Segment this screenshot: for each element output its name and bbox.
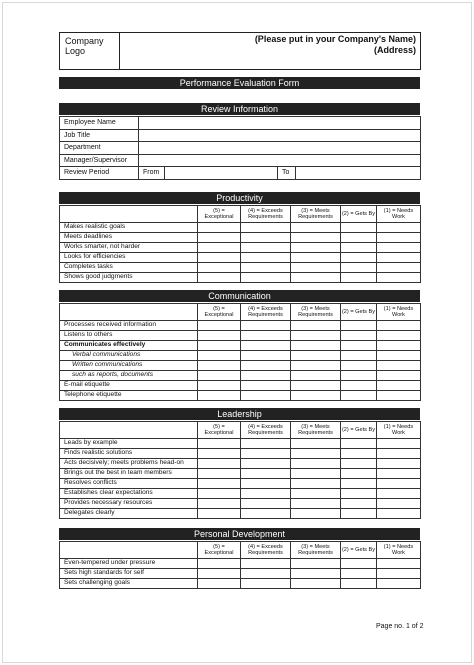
rating-cell-2[interactable] bbox=[341, 449, 377, 459]
rating-header-3: (3) = Meets Requirements bbox=[291, 542, 341, 559]
rating-header-3: (3) = Meets Requirements bbox=[291, 422, 341, 439]
review-section-title: Review Information bbox=[59, 103, 420, 115]
criteria-label: E-mail etiquette bbox=[60, 381, 198, 391]
rating-cell-1[interactable] bbox=[377, 579, 421, 589]
criteria-label: Communicates effectively bbox=[60, 341, 198, 351]
employee-name-label: Employee Name bbox=[60, 117, 139, 130]
rating-cell-1[interactable] bbox=[377, 499, 421, 509]
criteria-row bbox=[60, 361, 421, 371]
rating-cell-5[interactable] bbox=[198, 331, 241, 341]
department-label: Department bbox=[60, 142, 139, 155]
rating-cell-1[interactable] bbox=[377, 253, 421, 263]
rating-cell-1[interactable] bbox=[377, 341, 421, 351]
rating-cell-2[interactable] bbox=[341, 569, 377, 579]
rating-cell-5[interactable] bbox=[198, 559, 241, 569]
rating-header-5: (5) = Exceptional bbox=[198, 206, 241, 223]
rating-cell-2[interactable] bbox=[341, 223, 377, 233]
company-info bbox=[255, 34, 416, 56]
rating-cell-3[interactable] bbox=[291, 371, 341, 381]
criteria-row bbox=[60, 321, 421, 331]
criteria-header-cell bbox=[60, 304, 198, 321]
rating-cell-4[interactable] bbox=[241, 391, 291, 401]
rating-header-2: (2) = Gets By bbox=[341, 542, 377, 559]
rating-header-3: (3) = Meets Requirements bbox=[291, 206, 341, 223]
company-name: (Please put in your Company's Name) bbox=[254, 34, 416, 44]
criteria-label: Sets challenging goals bbox=[60, 579, 198, 589]
rating-cell-5[interactable] bbox=[198, 569, 241, 579]
rating-cell-1[interactable] bbox=[377, 371, 421, 381]
rating-cell-4[interactable] bbox=[241, 361, 291, 371]
rating-cell-4[interactable] bbox=[241, 569, 291, 579]
criteria-row bbox=[60, 579, 421, 589]
rating-cell-2[interactable] bbox=[341, 351, 377, 361]
rating-cell-4[interactable] bbox=[241, 371, 291, 381]
rating-header-3: (3) = Meets Requirements bbox=[291, 304, 341, 321]
rating-header-row bbox=[60, 422, 421, 439]
rating-cell-5[interactable] bbox=[198, 479, 241, 489]
criteria-row bbox=[60, 243, 421, 253]
rating-cell-5[interactable] bbox=[198, 499, 241, 509]
rating-header-1: (1) = Needs Work bbox=[377, 304, 421, 321]
rating-cell-1[interactable] bbox=[377, 469, 421, 479]
rating-cell-3[interactable] bbox=[291, 351, 341, 361]
rating-cell-1[interactable] bbox=[377, 559, 421, 569]
communication-section-title: Communication bbox=[59, 290, 420, 302]
company-header bbox=[59, 32, 421, 70]
criteria-label: Even-tempered under pressure bbox=[60, 559, 198, 569]
rating-cell-4[interactable] bbox=[241, 489, 291, 499]
productivity-section-title: Productivity bbox=[59, 192, 420, 204]
rating-cell-2[interactable] bbox=[341, 459, 377, 469]
rating-cell-2[interactable] bbox=[341, 321, 377, 331]
rating-cell-2[interactable] bbox=[341, 469, 377, 479]
rating-cell-3[interactable] bbox=[291, 233, 341, 243]
rating-cell-4[interactable] bbox=[241, 459, 291, 469]
to-label: To bbox=[278, 167, 296, 180]
rating-cell-4[interactable] bbox=[241, 321, 291, 331]
form-title: Performance Evaluation Form bbox=[59, 77, 420, 89]
rating-cell-2[interactable] bbox=[341, 489, 377, 499]
criteria-label: Leads by example bbox=[60, 439, 198, 449]
rating-cell-2[interactable] bbox=[341, 479, 377, 489]
review-info-table bbox=[59, 116, 421, 180]
rating-header-2: (2) = Gets By bbox=[341, 304, 377, 321]
criteria-row bbox=[60, 351, 421, 361]
criteria-label: Verbal communications bbox=[60, 351, 198, 361]
criteria-row bbox=[60, 223, 421, 233]
review-period-label: Review Period bbox=[60, 167, 139, 180]
criteria-label: such as reports, documents bbox=[60, 371, 198, 381]
criteria-header-cell bbox=[60, 422, 198, 439]
rating-cell-4[interactable] bbox=[241, 233, 291, 243]
rating-cell-5[interactable] bbox=[198, 233, 241, 243]
rating-cell-3[interactable] bbox=[291, 579, 341, 589]
rating-cell-4[interactable] bbox=[241, 381, 291, 391]
rating-cell-4[interactable] bbox=[241, 243, 291, 253]
rating-cell-3[interactable] bbox=[291, 469, 341, 479]
rating-header-5: (5) = Exceptional bbox=[198, 422, 241, 439]
rating-header-row bbox=[60, 206, 421, 223]
rating-cell-2[interactable] bbox=[341, 371, 377, 381]
criteria-label: Acts decisively; meets problems head-on bbox=[60, 459, 198, 469]
rating-cell-5[interactable] bbox=[198, 263, 241, 273]
criteria-label: Works smarter, not harder bbox=[60, 243, 198, 253]
rating-cell-3[interactable] bbox=[291, 321, 341, 331]
manager-label: Manager/Supervisor bbox=[60, 154, 139, 167]
rating-cell-3[interactable] bbox=[291, 253, 341, 263]
rating-cell-3[interactable] bbox=[291, 439, 341, 449]
criteria-row bbox=[60, 391, 421, 401]
rating-cell-5[interactable] bbox=[198, 371, 241, 381]
criteria-header-cell bbox=[60, 206, 198, 223]
criteria-header-cell bbox=[60, 542, 198, 559]
leadership-section-title: Leadership bbox=[59, 408, 420, 420]
productivity-table bbox=[59, 205, 421, 283]
rating-cell-1[interactable] bbox=[377, 439, 421, 449]
criteria-row bbox=[60, 341, 421, 351]
rating-header-1: (1) = Needs Work bbox=[377, 542, 421, 559]
rating-cell-3[interactable] bbox=[291, 223, 341, 233]
leadership-table bbox=[59, 421, 421, 519]
rating-cell-2[interactable] bbox=[341, 273, 377, 283]
rating-cell-4[interactable] bbox=[241, 223, 291, 233]
rating-cell-4[interactable] bbox=[241, 579, 291, 589]
rating-cell-4[interactable] bbox=[241, 331, 291, 341]
rating-cell-3[interactable] bbox=[291, 479, 341, 489]
criteria-label: Looks for efficiencies bbox=[60, 253, 198, 263]
rating-cell-2[interactable] bbox=[341, 361, 377, 371]
company-address: (Address) bbox=[373, 45, 416, 55]
department-field[interactable] bbox=[139, 142, 421, 155]
rating-cell-4[interactable] bbox=[241, 559, 291, 569]
rating-cell-2[interactable] bbox=[341, 499, 377, 509]
rating-cell-3[interactable] bbox=[291, 243, 341, 253]
rating-cell-1[interactable] bbox=[377, 479, 421, 489]
rating-cell-2[interactable] bbox=[341, 391, 377, 401]
criteria-row bbox=[60, 263, 421, 273]
criteria-row bbox=[60, 469, 421, 479]
rating-cell-5[interactable] bbox=[198, 489, 241, 499]
rating-cell-3[interactable] bbox=[291, 331, 341, 341]
criteria-row bbox=[60, 569, 421, 579]
rating-cell-1[interactable] bbox=[377, 489, 421, 499]
criteria-label: Shows good judgments bbox=[60, 273, 198, 283]
logo-line-2: Logo bbox=[65, 46, 86, 56]
rating-cell-5[interactable] bbox=[198, 273, 241, 283]
criteria-label: Written communications bbox=[60, 361, 198, 371]
criteria-row bbox=[60, 253, 421, 263]
criteria-label: Telephone etiquette bbox=[60, 391, 198, 401]
criteria-label: Meets deadlines bbox=[60, 233, 198, 243]
criteria-row bbox=[60, 371, 421, 381]
rating-cell-5[interactable] bbox=[198, 351, 241, 361]
manager-field[interactable] bbox=[139, 154, 421, 167]
rating-cell-2[interactable] bbox=[341, 509, 377, 519]
rating-cell-2[interactable] bbox=[341, 243, 377, 253]
criteria-row bbox=[60, 273, 421, 283]
rating-header-4: (4) = Exceeds Requirements bbox=[241, 206, 291, 223]
job-title-field[interactable] bbox=[139, 129, 421, 142]
rating-cell-2[interactable] bbox=[341, 381, 377, 391]
rating-cell-3[interactable] bbox=[291, 273, 341, 283]
from-date-field[interactable] bbox=[165, 167, 278, 180]
criteria-label: Finds realistic solutions bbox=[60, 449, 198, 459]
to-date-field[interactable] bbox=[296, 167, 421, 180]
criteria-row bbox=[60, 509, 421, 519]
rating-cell-1[interactable] bbox=[377, 321, 421, 331]
rating-cell-1[interactable] bbox=[377, 263, 421, 273]
rating-cell-5[interactable] bbox=[198, 449, 241, 459]
rating-cell-3[interactable] bbox=[291, 559, 341, 569]
rating-cell-3[interactable] bbox=[291, 341, 341, 351]
logo-line-1: Company bbox=[65, 36, 104, 46]
rating-cell-3[interactable] bbox=[291, 459, 341, 469]
rating-header-4: (4) = Exceeds Requirements bbox=[241, 542, 291, 559]
job-title-label: Job Title bbox=[60, 129, 139, 142]
rating-cell-3[interactable] bbox=[291, 449, 341, 459]
criteria-row bbox=[60, 489, 421, 499]
rating-cell-3[interactable] bbox=[291, 569, 341, 579]
rating-cell-1[interactable] bbox=[377, 391, 421, 401]
rating-cell-2[interactable] bbox=[341, 579, 377, 589]
rating-header-row bbox=[60, 542, 421, 559]
rating-cell-2[interactable] bbox=[341, 341, 377, 351]
criteria-row bbox=[60, 479, 421, 489]
rating-cell-1[interactable] bbox=[377, 509, 421, 519]
rating-header-4: (4) = Exceeds Requirements bbox=[241, 304, 291, 321]
criteria-label: Delegates clearly bbox=[60, 509, 198, 519]
rating-cell-5[interactable] bbox=[198, 243, 241, 253]
criteria-row bbox=[60, 331, 421, 341]
rating-cell-5[interactable] bbox=[198, 253, 241, 263]
criteria-label: Listens to others bbox=[60, 331, 198, 341]
rating-cell-2[interactable] bbox=[341, 263, 377, 273]
rating-cell-4[interactable] bbox=[241, 253, 291, 263]
criteria-label: Resolves conflicts bbox=[60, 479, 198, 489]
rating-cell-4[interactable] bbox=[241, 479, 291, 489]
rating-cell-1[interactable] bbox=[377, 361, 421, 371]
rating-header-2: (2) = Gets By bbox=[341, 422, 377, 439]
rating-cell-5[interactable] bbox=[198, 341, 241, 351]
rating-cell-1[interactable] bbox=[377, 223, 421, 233]
rating-cell-4[interactable] bbox=[241, 341, 291, 351]
rating-cell-4[interactable] bbox=[241, 273, 291, 283]
rating-cell-5[interactable] bbox=[198, 469, 241, 479]
criteria-row bbox=[60, 449, 421, 459]
rating-header-1: (1) = Needs Work bbox=[377, 422, 421, 439]
rating-cell-2[interactable] bbox=[341, 253, 377, 263]
rating-cell-4[interactable] bbox=[241, 509, 291, 519]
rating-cell-1[interactable] bbox=[377, 569, 421, 579]
rating-cell-2[interactable] bbox=[341, 233, 377, 243]
rating-header-1: (1) = Needs Work bbox=[377, 206, 421, 223]
criteria-row bbox=[60, 381, 421, 391]
rating-cell-5[interactable] bbox=[198, 321, 241, 331]
rating-cell-1[interactable] bbox=[377, 273, 421, 283]
employee-name-field[interactable] bbox=[139, 117, 421, 130]
rating-cell-1[interactable] bbox=[377, 381, 421, 391]
rating-cell-4[interactable] bbox=[241, 469, 291, 479]
rating-cell-3[interactable] bbox=[291, 391, 341, 401]
rating-cell-1[interactable] bbox=[377, 459, 421, 469]
criteria-row bbox=[60, 233, 421, 243]
rating-header-5: (5) = Exceptional bbox=[198, 542, 241, 559]
rating-cell-2[interactable] bbox=[341, 439, 377, 449]
rating-cell-4[interactable] bbox=[241, 449, 291, 459]
rating-header-row bbox=[60, 304, 421, 321]
rating-cell-1[interactable] bbox=[377, 449, 421, 459]
rating-cell-5[interactable] bbox=[198, 459, 241, 469]
rating-cell-2[interactable] bbox=[341, 559, 377, 569]
rating-header-5: (5) = Exceptional bbox=[198, 304, 241, 321]
rating-header-4: (4) = Exceeds Requirements bbox=[241, 422, 291, 439]
rating-cell-4[interactable] bbox=[241, 263, 291, 273]
criteria-row bbox=[60, 559, 421, 569]
rating-cell-5[interactable] bbox=[198, 381, 241, 391]
criteria-row bbox=[60, 499, 421, 509]
rating-header-2: (2) = Gets By bbox=[341, 206, 377, 223]
from-label: From bbox=[139, 167, 165, 180]
criteria-label: Brings out the best in team members bbox=[60, 469, 198, 479]
rating-cell-5[interactable] bbox=[198, 579, 241, 589]
rating-cell-5[interactable] bbox=[198, 439, 241, 449]
company-logo-placeholder bbox=[60, 33, 120, 69]
rating-cell-5[interactable] bbox=[198, 223, 241, 233]
rating-cell-5[interactable] bbox=[198, 391, 241, 401]
criteria-row bbox=[60, 439, 421, 449]
rating-cell-4[interactable] bbox=[241, 499, 291, 509]
criteria-label: Provides necessary resources bbox=[60, 499, 198, 509]
criteria-label: Completes tasks bbox=[60, 263, 198, 273]
rating-cell-3[interactable] bbox=[291, 499, 341, 509]
criteria-row bbox=[60, 459, 421, 469]
rating-cell-3[interactable] bbox=[291, 489, 341, 499]
personal-development-section-title: Personal Development bbox=[59, 528, 420, 540]
rating-cell-2[interactable] bbox=[341, 331, 377, 341]
criteria-label: Processes received information bbox=[60, 321, 198, 331]
communication-table bbox=[59, 303, 421, 401]
rating-cell-3[interactable] bbox=[291, 509, 341, 519]
criteria-label: Sets high standards for self bbox=[60, 569, 198, 579]
rating-cell-3[interactable] bbox=[291, 381, 341, 391]
personal-development-table bbox=[59, 541, 421, 589]
rating-cell-3[interactable] bbox=[291, 263, 341, 273]
rating-cell-1[interactable] bbox=[377, 331, 421, 341]
criteria-label: Establishes clear expectations bbox=[60, 489, 198, 499]
rating-cell-1[interactable] bbox=[377, 243, 421, 253]
page-number: Page no. 1 of 2 bbox=[376, 623, 424, 630]
rating-cell-4[interactable] bbox=[241, 439, 291, 449]
criteria-label: Makes realistic goals bbox=[60, 223, 198, 233]
rating-cell-5[interactable] bbox=[198, 509, 241, 519]
rating-cell-3[interactable] bbox=[291, 361, 341, 371]
rating-cell-1[interactable] bbox=[377, 351, 421, 361]
rating-cell-5[interactable] bbox=[198, 361, 241, 371]
rating-cell-1[interactable] bbox=[377, 233, 421, 243]
rating-cell-4[interactable] bbox=[241, 351, 291, 361]
